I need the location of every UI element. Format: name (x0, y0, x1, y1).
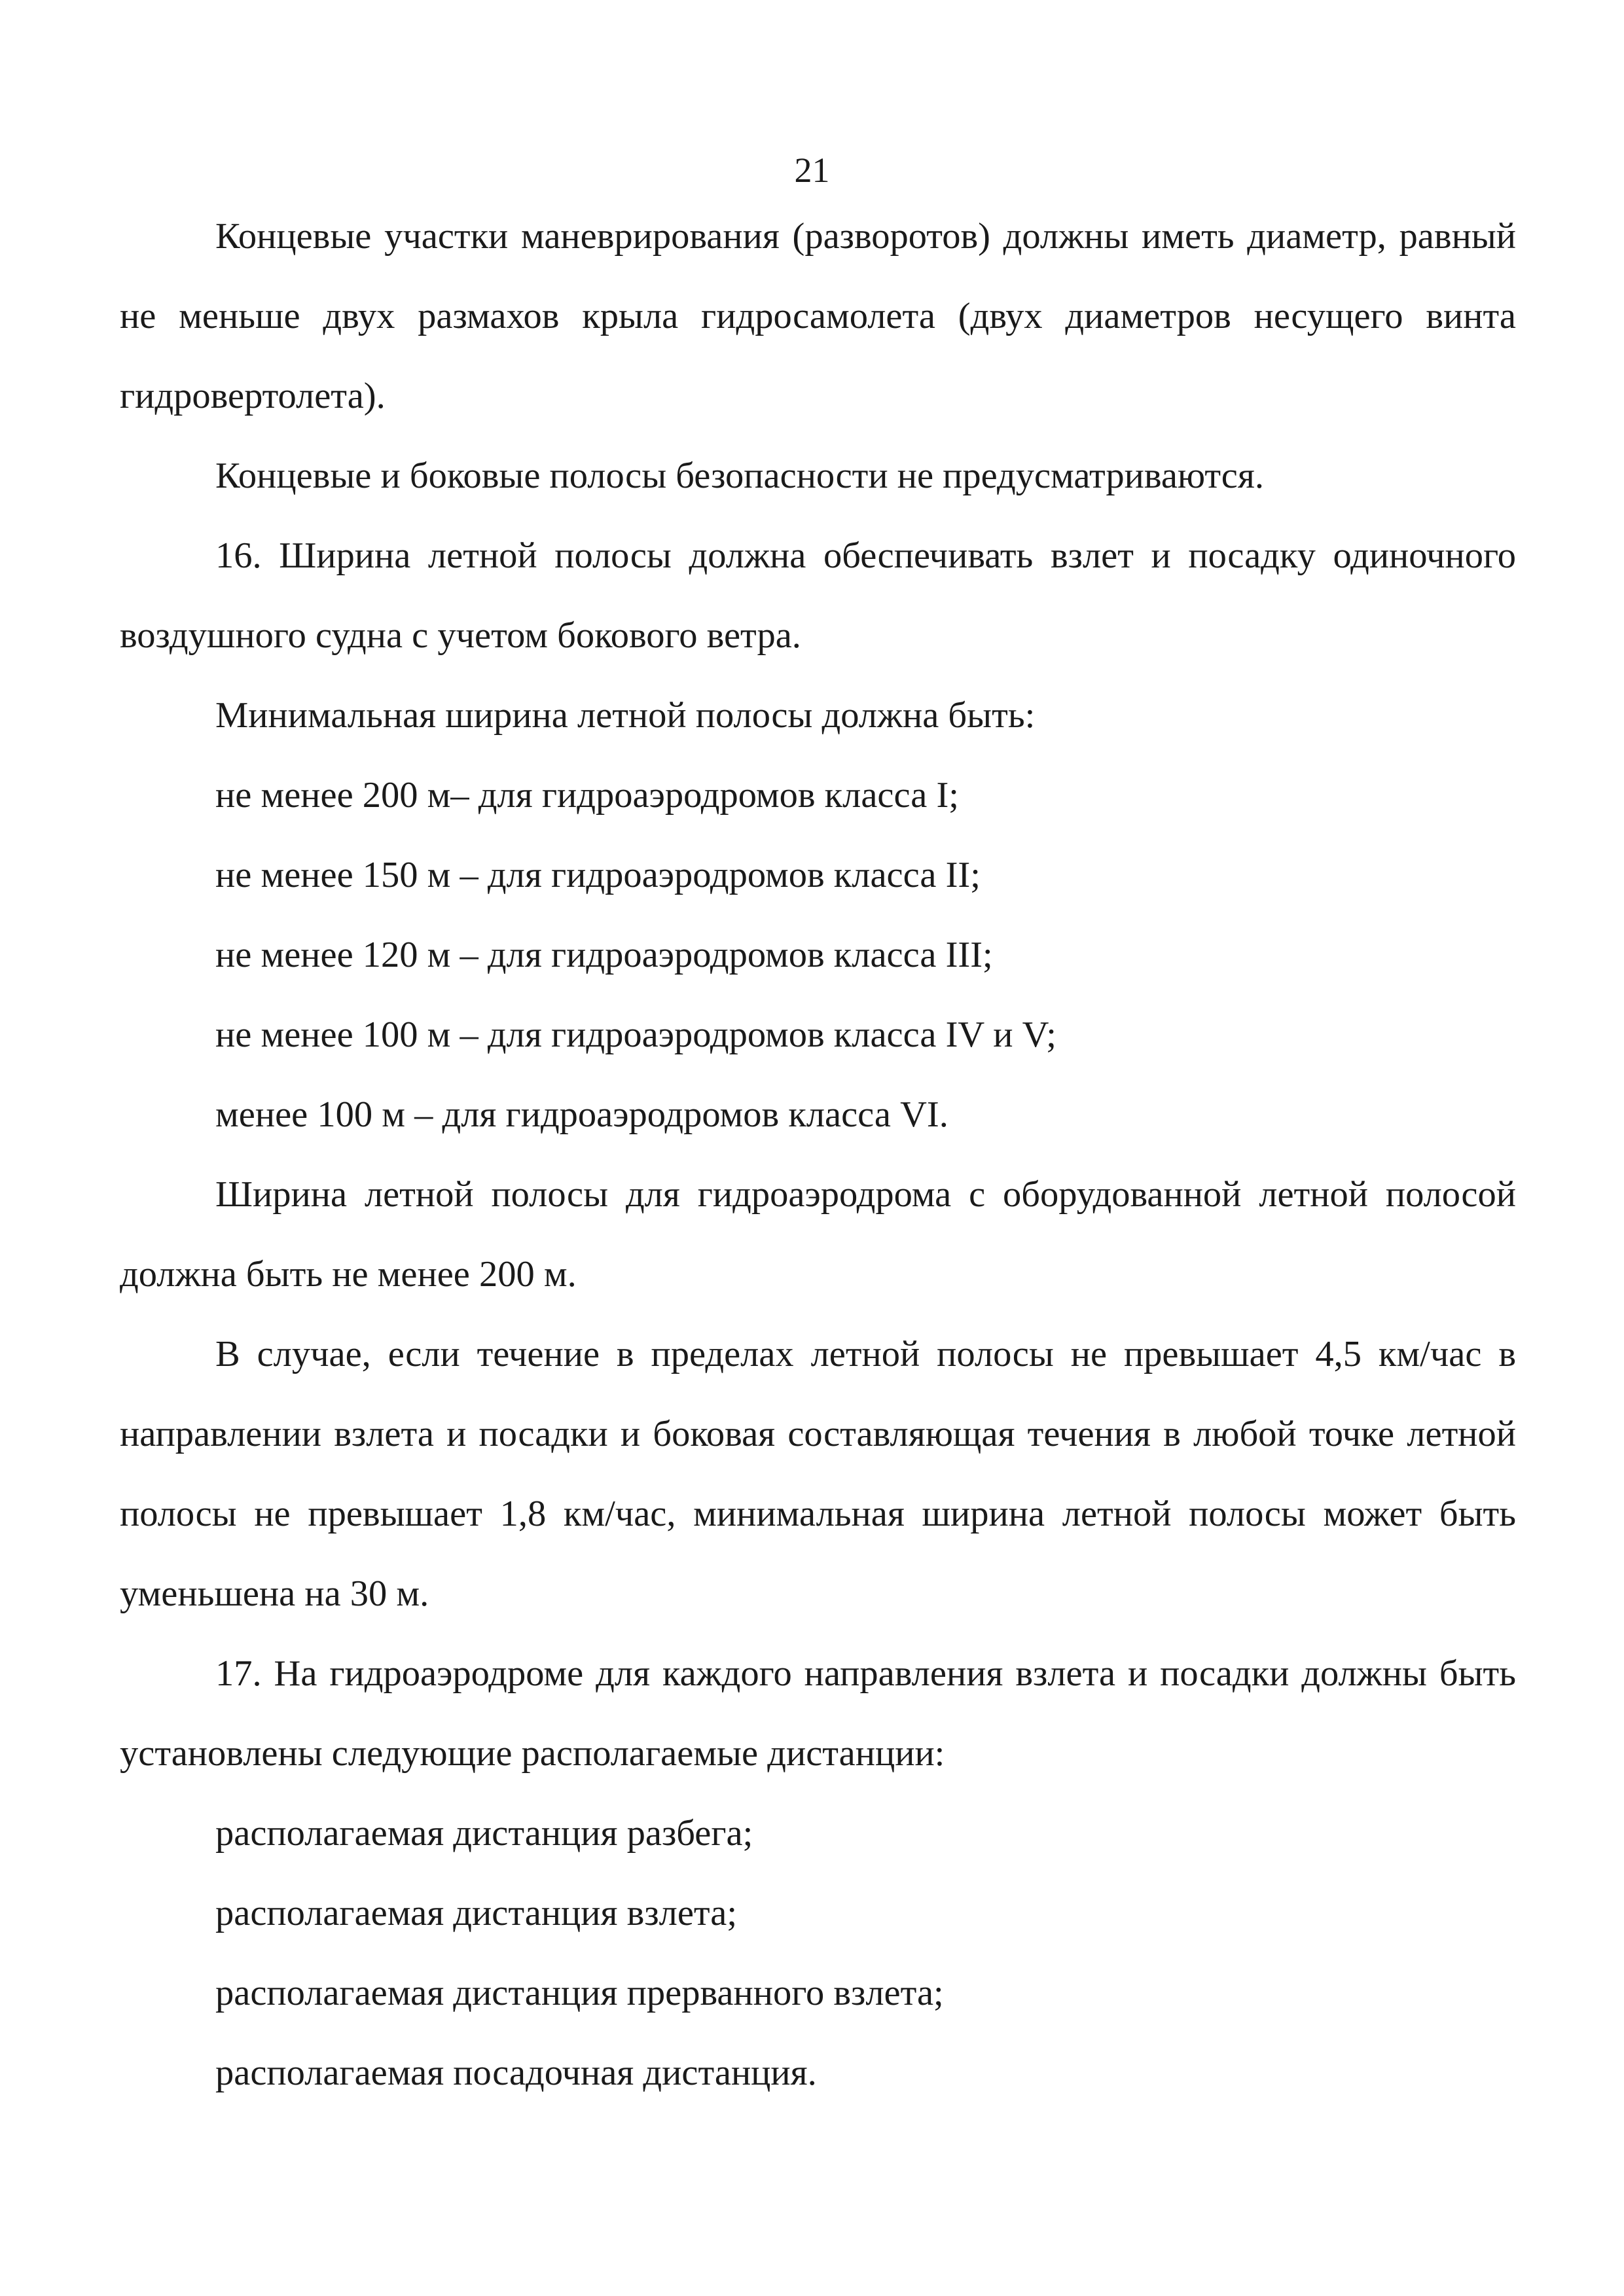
list-item-accelerate-stop: располагаемая дистанция прерванного взлета; (215, 1973, 944, 2013)
paragraph-maneuvering-areas: Концевые участки маневрирования (разворотов) должны иметь диаметр, равный не меньше двух размахов крыла гидросамолета (двух диаметров несущего винта гидровертолета). (120, 216, 1516, 416)
list-item-class-iii: не менее 120 м – для гидроаэродромов класса III; (215, 935, 993, 975)
paragraph-item-17: 17. На гидроаэродроме для каждого направления взлета и посадки должны быть установлены следующие располагаемые дистанции: (120, 1653, 1516, 1774)
paragraph-min-width-intro: Минимальная ширина летной полосы должна быть: (215, 695, 1036, 736)
list-item-class-iv-v: не менее 100 м – для гидроаэродромов класса IV и V; (215, 1014, 1056, 1055)
list-item-takeoff-distance: располагаемая дистанция взлета; (215, 1893, 738, 1933)
list-item-class-ii: не менее 150 м – для гидроаэродромов класса II; (215, 855, 981, 895)
paragraph-safety-strips: Концевые и боковые полосы безопасности не предусматриваются. (215, 456, 1264, 496)
paragraph-item-16: 16. Ширина летной полосы должна обеспечивать взлет и посадку одиночного воздушного судна с учетом бокового ветра. (120, 535, 1516, 656)
list-item-takeoff-run: располагаемая дистанция разбега; (215, 1813, 753, 1854)
list-item-class-i: не менее 200 м– для гидроаэродромов класса I; (215, 775, 959, 816)
document-body (120, 196, 1516, 2113)
paragraph-equipped-strip-width: Ширина летной полосы для гидроаэродрома с оборудованной летной полосой должна быть не менее 200 м. (120, 1174, 1516, 1295)
list-item-landing-distance: располагаемая посадочная дистанция. (215, 2053, 817, 2093)
paragraph-current-reduction: В случае, если течение в пределах летной полосы не превышает 4,5 км/час в направлении взлета и посадки и боковая составляющая течения в любой точке летной полосы не превышает 1,8 км/час, минимальная ширина летной полосы может быть уменьшена на 30 м. (120, 1334, 1516, 1614)
page-number: 21 (794, 151, 830, 190)
list-item-class-vi: менее 100 м – для гидроаэродромов класса VI. (215, 1094, 948, 1135)
